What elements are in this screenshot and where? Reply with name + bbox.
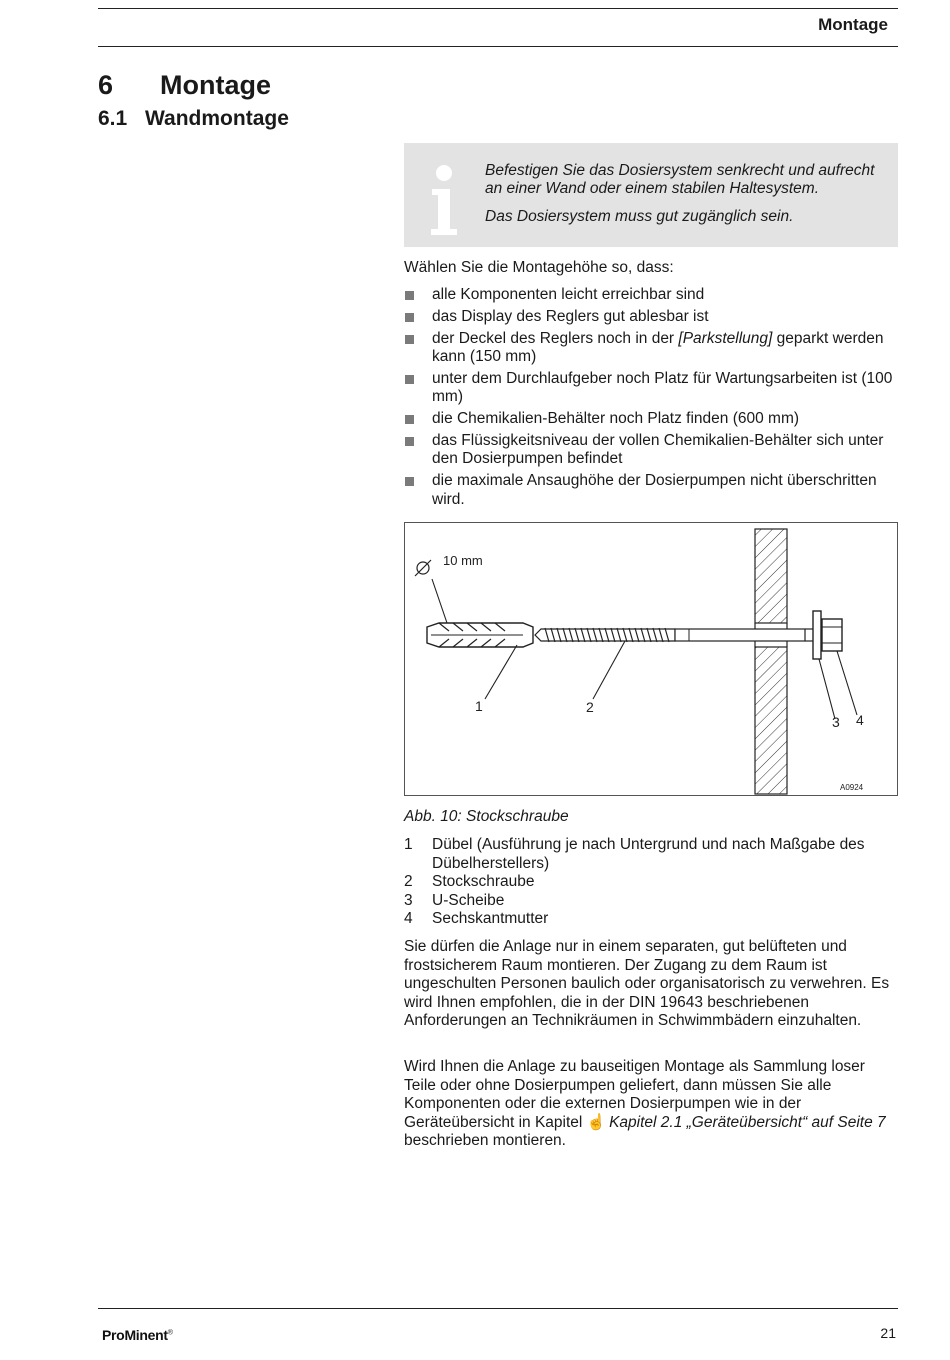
prominent-logo: ProMinent® [102,1327,173,1343]
callout-1: 1 [475,698,483,714]
parkstellung-reference[interactable]: [Parkstellung] [678,329,773,347]
legend-item: 3 U-Scheibe [404,891,505,909]
pointing-hand-icon: ☝ [586,1113,606,1131]
running-header: Montage [818,15,888,34]
chapter-heading [98,70,271,101]
legend-item: 1 Dübel (Ausführung je nach Untergrund und nach Maßgabe des Dübelherstellers) [404,836,865,872]
callout-2: 2 [586,699,594,715]
bullet-square-icon [405,375,414,384]
intro-text: Wählen Sie die Montagehöhe so, dass: [404,259,674,276]
list-item: alle Komponenten leicht erreichbar sind [404,286,898,305]
figure-caption: Abb. 10: Stockschraube [404,808,569,825]
chapter-title: Montage [160,70,271,100]
info-notice [404,143,898,247]
callout-3: 3 [832,714,840,730]
bullet-square-icon [405,437,414,446]
bullet-square-icon [405,477,414,486]
legend-item: 4 Sechskantmutter [404,910,549,927]
list-item: das Flüssigkeitsniveau der vollen Chemikalien-Behälter sich unter den Dosierpumpen befindet [404,432,898,469]
assembly-paragraph: Wird Ihnen die Anlage zu bauseitigen Montage als Sammlung loser Teile oder ohne Dosierpumpen geliefert, dann müssen Sie alle Komponenten oder die externen Dosierpumpen wie in der Geräteübersicht in Kapitel ☝ Kapitel 2.1 „Geräteübersicht“ auf Seite 7 beschrieben montieren. [404,1058,886,1149]
legend-item: 2 Stockschraube [404,873,535,890]
bullet-square-icon [405,291,414,300]
room-requirements-paragraph: Sie dürfen die Anlage nur in einem separaten, gut belüfteten und frostsicherem Raum montieren. Der Zugang zu dem Raum ist ungeschulten Personen baulich oder organisatorisch zu verwehren. Es wird Ihnen empfohlen, die in der DIN 19643 beschriebenen Anforderungen an Technikräumen in Schwimmbädern einzuhalten. [404,938,890,1029]
bullet-square-icon [405,415,414,424]
section-heading [98,107,289,131]
chapter-2-1-link[interactable]: Kapitel 2.1 „Geräteübersicht“ auf Seite 7 [609,1113,886,1131]
footer-rule [98,1308,898,1309]
section-title: Wandmontage [145,107,289,130]
stockschraube-figure [404,522,898,796]
bullet-square-icon [405,335,414,344]
requirements-list [404,286,898,513]
diameter-label: 10 mm [443,553,483,568]
dowel [427,623,533,647]
stock-screw [535,628,813,642]
header-bottom-rule [98,46,898,47]
list-item: unter dem Durchlaufgeber noch Platz für Wartungsarbeiten ist (100 mm) [404,370,898,407]
figure-legend [404,836,898,929]
page-number: 21 [880,1325,896,1341]
stockschraube-drawing [405,523,897,795]
notice-text-2: Das Dosiersystem muss gut zugänglich sein. [485,208,794,225]
callout-4: 4 [856,712,864,728]
list-item: die maximale Ansaughöhe der Dosierpumpen nicht überschritten wird. [404,472,898,509]
section-number: 6.1 [98,107,128,130]
bullet-square-icon [405,313,414,322]
info-icon [426,163,462,239]
chapter-number: 6 [98,70,114,100]
figure-code: A0924 [840,783,864,792]
notice-text-1: Befestigen Sie das Dosiersystem senkrecht und aufrecht an einer Wand oder einem stabilen Haltesystem. [485,162,875,197]
list-item: die Chemikalien-Behälter noch Platz finden (600 mm) [404,410,898,429]
leader-lines [432,579,857,719]
header-top-rule [98,8,898,9]
list-item: das Display des Reglers gut ablesbar ist [404,308,898,327]
wall-section [755,529,787,794]
list-item: der Deckel des Reglers noch in der [Parkstellung] geparkt werden kann (150 mm) [404,330,898,367]
diameter-icon [415,560,431,576]
